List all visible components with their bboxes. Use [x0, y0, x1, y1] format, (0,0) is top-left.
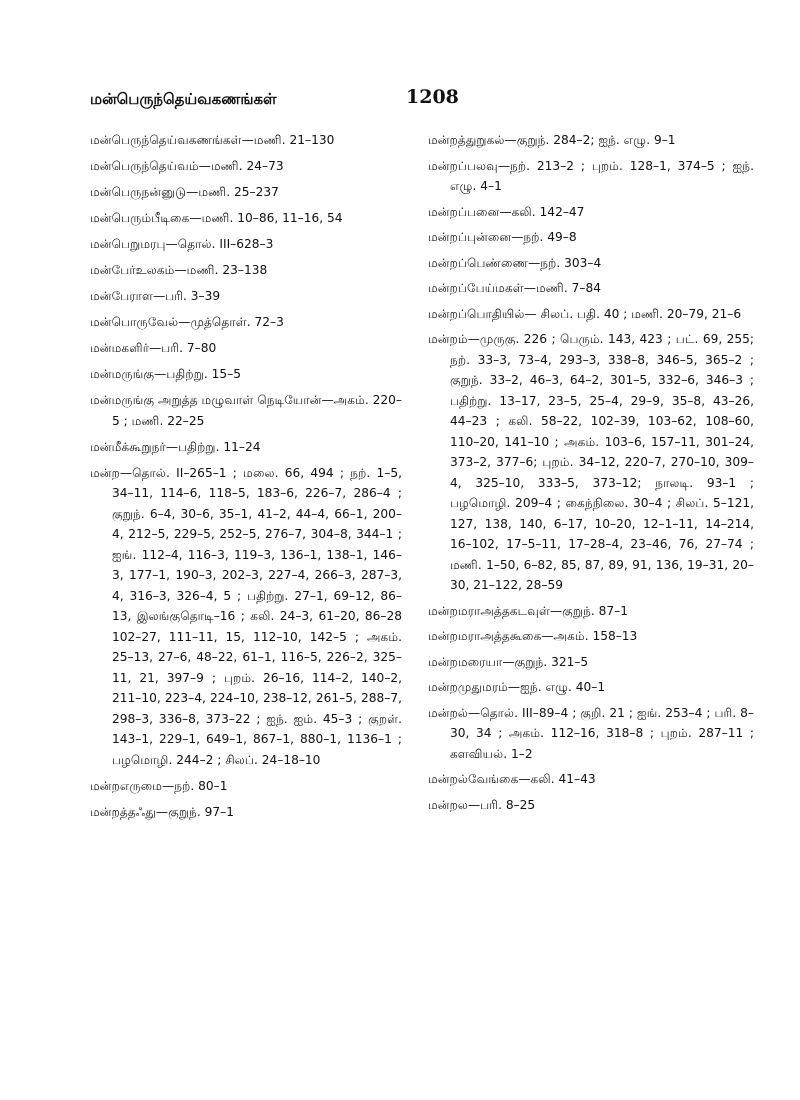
- index-entry: மன்மருங்கு—பதிற்று. 15–5: [90, 367, 241, 381]
- index-entry: மன்ற—தொல். II–265–1 ; மலை. 66, 494 ; நற். 1–5, 34–11, 114–6, 118–5, 183–6, 226–7, 286–4 ; குறுந். 6–4, 30–6, 35–1, 41–2, 44–4, 66–1, 200–4, 212–5, 229–5, 252–5, 276–7, 304–8, 344–1 ; ஐங். 112–4, 116–3, 119–3, 136–1, 138–1, 146–3, 177–1, 190–3, 202–3, 227–4, 266–3, 287–3, 4, 316–3, 326–4, 5 ; பதிற்று. 27–1, 69–12, 86–13, இலங்குதொடி–16 ; கலி. 24–3, 61–20, 86–28 102–27, 111–11, 15, 112–10, 142–5 ; அகம். 25–13, 27–6, 48–22, 61–1, 116–5, 226–2, 325–11, 21, 397–9 ; புறம். 26–16, 114–2, 140–2, 211–10, 223–4, 224–10, 238–12, 261–5, 288–7, 298–3, 336–8, 373–22 ; ஐந். ஐம். 45–3 ; குறள். 143–1, 229–1, 649–1, 867–1, 880–1, 1136–1 ; பழமொழி. 244–2 ; சிலப். 24–18–10: [90, 465, 402, 767]
- index-entry: மன்றஎருமை—நற். 80–1: [90, 778, 228, 793]
- index-entry: மன்பேராள—பரி. 3–39: [90, 289, 221, 303]
- index-entry: மன்றமராஅத்தகடவுள்—குறுந். 87–1: [428, 603, 629, 618]
- index-entry: மன்றப்பொதியில்— சிலப். பதி. 40 ; மணி. 20–79, 21–6: [428, 306, 742, 321]
- index-entry: மன்றப்பெண்ணை—நற். 303–4: [428, 255, 602, 270]
- index-entry: மன்மகளிர்—பரி. 7–80: [90, 341, 217, 355]
- index-entry: மன்பெருந்தெய்வகணங்கள்—மணி. 21–130: [90, 133, 335, 147]
- index-entry: மன்மருங்கு அறுத்த மழுவாள் நெடியோன்—அகம். 220–5 ; மணி. 22–25: [90, 393, 402, 428]
- index-entry: மன்பேர்உலகம்—மணி. 23–138: [90, 263, 268, 277]
- left-column: [90, 130, 402, 828]
- index-entry: மன்றல—பரி. 8–25: [428, 797, 536, 812]
- index-entry: மன்றமராஅத்தகூகை—அகம். 158–13: [428, 629, 638, 643]
- index-entry: மன்றப்பேய்மகள்—மணி. 7–84: [428, 281, 601, 295]
- page-number: 1208: [406, 86, 459, 108]
- index-entry: மன்றம்—முருகு. 226 ; பெரும். 143, 423 ; பட். 69, 255; நற். 33–3, 73–4, 293–3, 338–8, 346–5, 365–2 ; குறுந். 33–2, 46–3, 64–2, 301–5, 332–6, 346–3 ; பதிற்று. 13–17, 23–5, 25–4, 29–9, 35–8, 43–26, 44–23 ; கலி. 58–22, 102–39, 103–62, 108–60, 110–20, 141–10 ; அகம். 103–6, 157–11, 301–24, 373–2, 377–6; புறம். 34–12, 220–7, 270–10, 309–4, 325–10, 333–5, 373–12; நாலடி. 93–1 ; பழமொழி. 209–4 ; கைந்நிலை. 30–4 ; சிலப். 5–121, 127, 138, 140, 6–17, 10–20, 12–1–11, 14–214, 16–102, 17–5–11, 17–28–4, 23–46, 76, 27–74 ; மணி. 1–50, 6–82, 85, 87, 89, 91, 136, 19–31, 20–30, 21–122, 28–59: [428, 332, 754, 592]
- index-entry: மன்றத்தஃது—குறுந். 97–1: [90, 804, 234, 819]
- index-entry: மன்பெருநன்னுடு—மணி. 25–237: [90, 185, 279, 199]
- index-entry: மன்பெருந்தெய்வம்—மணி. 24–73: [90, 159, 284, 173]
- running-title: மன்பெருந்தெய்வகணங்கள்: [90, 90, 277, 108]
- page-header: [90, 86, 740, 120]
- index-entry: மன்றத்துறுகல்—குறுந். 284–2; ஐந். எழு. 9–1: [428, 133, 676, 147]
- index-entry: மன்றல்வேங்கை—கலி. 41–43: [428, 772, 596, 786]
- index-entry: மன்மீக்கூறுநர்—பதிற்று. 11–24: [90, 439, 261, 454]
- index-entry: மன்றப்பனை—கலி. 142–47: [428, 204, 585, 219]
- index-entry: மன்பெறுமரபு—தொல். III–628–3: [90, 237, 274, 251]
- index-entry: மன்றமுதுமரம்—ஐந். எழு. 40–1: [428, 680, 606, 694]
- index-entry: மன்றப்பலவு—நற். 213–2 ; புறம். 128–1, 374–5 ; ஐந். எழு. 4–1: [428, 158, 754, 193]
- index-entry: மன்றப்புன்னை—நற். 49–8: [428, 230, 577, 244]
- index-entry: மன்றமரையா—குறுந். 321–5: [428, 654, 589, 669]
- index-entry: மன்பெரும்பீடிகை—மணி. 10–86, 11–16, 54: [90, 211, 343, 225]
- index-entry: மன்பொருவேல்—முத்தொள். 72–3: [90, 315, 284, 329]
- right-column: [428, 130, 754, 820]
- index-entry: மன்றல்—தொல். III–89–4 ; குறி. 21 ; ஐங். 253–4 ; பரி. 8–30, 34 ; அகம். 112–16, 318–8 ; புறம். 287–11 ; களவியல். 1–2: [428, 705, 754, 761]
